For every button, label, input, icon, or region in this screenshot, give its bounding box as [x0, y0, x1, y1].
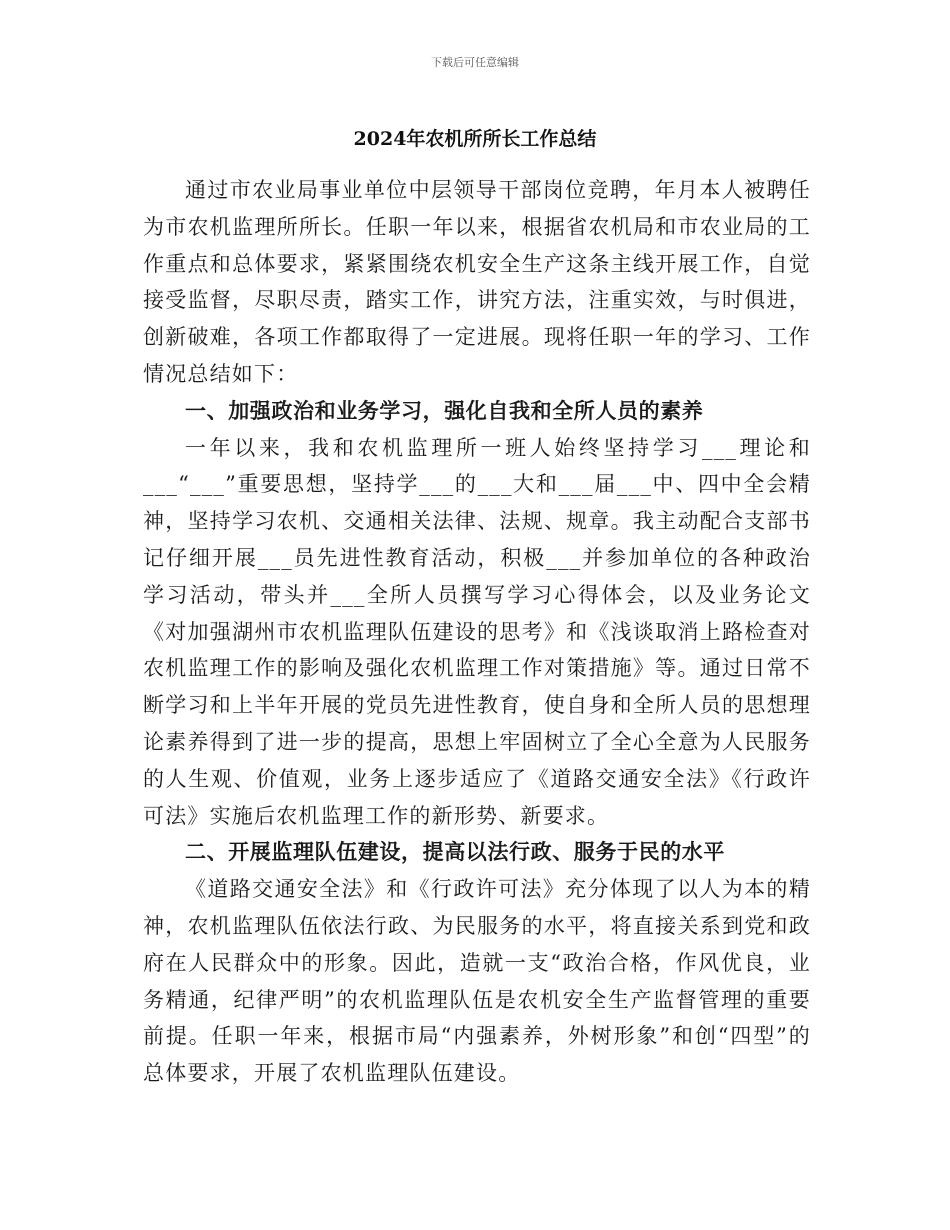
- document-body: [143, 172, 811, 1092]
- section-heading-1: 一、加强政治和业务学习，强化自我和全所人员的素养: [185, 397, 704, 423]
- section-1-paragraph: 一年以来，我和农机监理所一班人始终坚持学习___理论和___“___”重要思想，坚持学___的___大和___届___中、四中全会精神，坚持学习农机、交通相关法律、法规、规章。我主动配合支部书记仔细开展___员先进性教育活动，积极___并参加单位的各种政治学习活动，带头并___全所人员撰写学习心得体会，以及业务论文《对加强湖州市农机监理队伍建设的思考》和《浅谈取消上路检查对农机监理工作的影响及强化农机监理工作对策措施》等。通过日常不断学习和上半年开展的党员先进性教育，使自身和全所人员的思想理论素养得到了进一步的提高，思想上牢固树立了全心全意为人民服务的人生观、价值观，业务上逐步适应了《道路交通安全法》《行政许可法》实施后农机监理工作的新形势、新要求。: [143, 435, 811, 828]
- section-2-paragraph: 《道路交通安全法》和《行政许可法》充分体现了以人为本的精神，农机监理队伍依法行政、为民服务的水平，将直接关系到党和政府在人民群众中的形象。因此，造就一支“政治合格，作风优良，业务精通，纪律严明”的农机监理队伍是农机安全生产监督管理的重要前提。任职一年来，根据市局“内强素养，外树形象”和创“四型”的总体要求，开展了农机监理队伍建设。: [143, 877, 811, 1086]
- section-heading-2: 二、开展监理队伍建设，提高以法行政、服务于民的水平: [185, 839, 725, 865]
- header-note: 下载后可任意编辑: [431, 56, 519, 69]
- intro-paragraph: 通过市农业局事业单位中层领导干部岗位竞聘，年月本人被聘任为市农机监理所所长。任职一年以来，根据省农机局和市农业局的工作重点和总体要求，紧紧围绕农机安全生产这条主线开展工作，自觉接受监督，尽职尽责，踏实工作，讲究方法，注重实效，与时俱进，创新破难，各项工作都取得了一定进展。现将任职一年的学习、工作情况总结如下：: [143, 178, 811, 386]
- document-title: 2024年农机所所长工作总结: [353, 128, 597, 150]
